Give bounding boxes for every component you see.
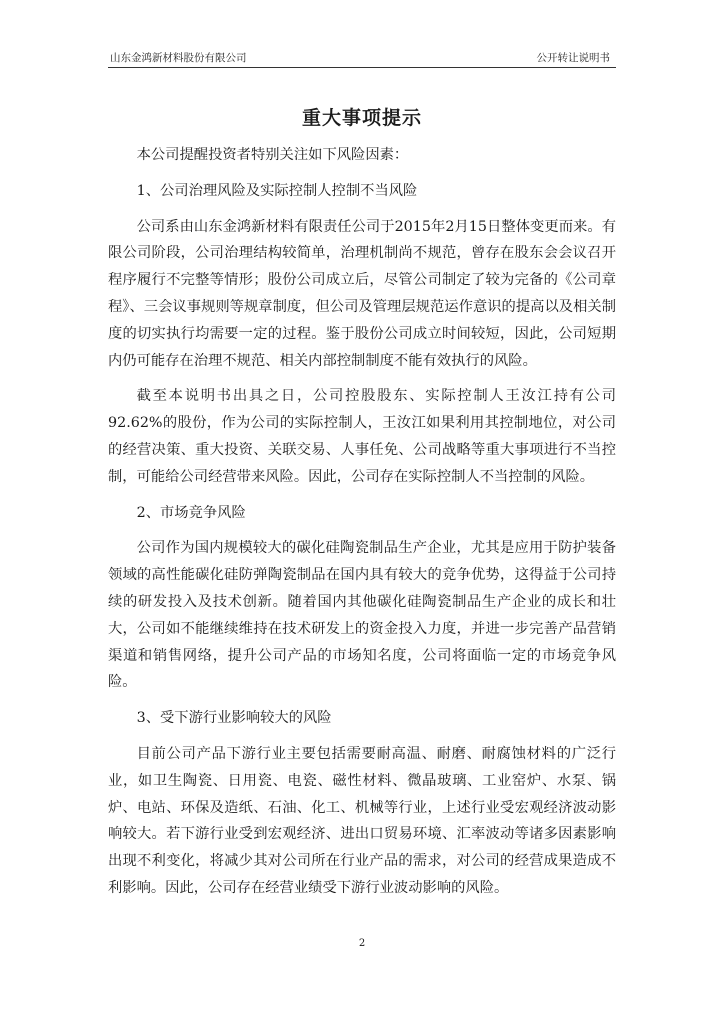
paragraph-governance-1: 公司系由山东金鸿新材料有限责任公司于2015年2月15日整体变更而来。有限公司阶段，公司治理结构较简单，治理机制尚不规范，曾存在股东会会议召开程序履行不完整等情形；股份公司成立后，尽管公司制定了较为完备的《公司章程》、三会议事规则等规章制度，但公司及管理层规范运作意识的提高以及相关制度的切实执行均需要一定的过程。鉴于股份公司成立时间较短，因此，公司短期内仍可能存在治理不规范、相关内部控制制度不能有效执行的风险。 [108,218,616,369]
page-title: 重大事项提示 [301,107,422,129]
header-company-name: 山东金鸿新材料股份有限公司 [110,52,247,64]
header-document-type: 公开转让说明书 [536,52,610,64]
document-body [108,142,616,902]
header-divider [108,67,616,68]
section-heading-competition: 2、市场竞争风险 [136,504,246,521]
section-heading-governance: 1、公司治理风险及实际控制人控制不当风险 [136,182,418,199]
paragraph-downstream-1: 目前公司产品下游行业主要包括需要耐高温、耐磨、耐腐蚀材料的广泛行业，如卫生陶瓷、日用瓷、电瓷、磁性材料、微晶玻璃、工业窑炉、水泵、锅炉、电站、环保及造纸、石油、化工、机械等行业，上述行业受宏观经济波动影响较大。若下游行业受到宏观经济、进出口贸易环境、汇率波动等诸多因素影响出现不利变化，将减少其对公司所在行业产品的需求，对公司的经营成果造成不利影响。因此，公司存在经营业绩受下游行业波动影响的风险。 [108,745,616,896]
page-header [108,50,616,68]
section-heading-downstream: 3、受下游行业影响较大的风险 [136,710,332,727]
page-number: 2 [358,938,366,949]
intro-text: 本公司提醒投资者特别关注如下风险因素： [136,147,409,163]
paragraph-governance-2: 截至本说明书出具之日，公司控股股东、实际控制人王汝江持有公司92.62%的股份，作为公司的实际控制人，王汝江如果利用其控制地位，对公司的经营决策、重大投资、关联交易、人事任免、公司战略等重大事项进行不当控制，可能给公司经营带来风险。因此，公司存在实际控制人不当控制的风险。 [108,388,616,485]
paragraph-competition-1: 公司作为国内规模较大的碳化硅陶瓷制品生产企业，尤其是应用于防护装备领域的高性能碳化硅防弹陶瓷制品在国内具有较大的竞争优势，这得益于公司持续的研发投入及技术创新。随着国内其他碳化硅陶瓷制品生产企业的成长和壮大，公司如不能继续维持在技术研发上的资金投入力度，并进一步完善产品营销渠道和销售网络，提升公司产品的市场知名度，公司将面临一定的市场竞争风险。 [108,540,616,691]
